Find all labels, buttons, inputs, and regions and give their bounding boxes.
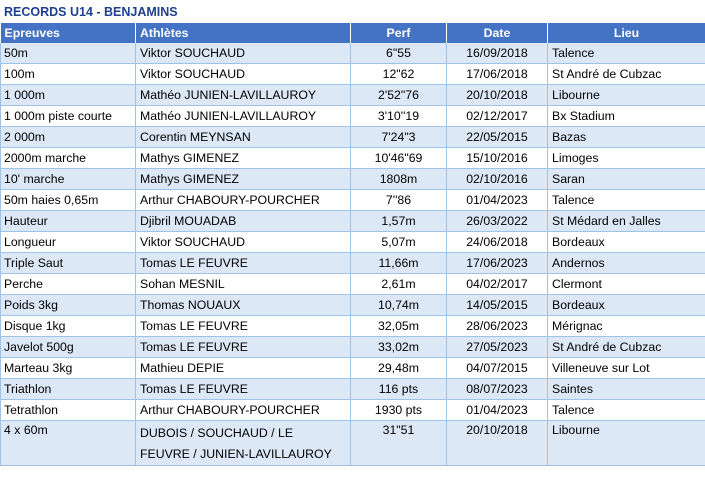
- cell-perf: 29,48m: [351, 358, 447, 379]
- header-athletes: Athlètes: [136, 23, 351, 43]
- cell-athlete: Viktor SOUCHAUD: [136, 43, 351, 64]
- table-row: [1, 85, 705, 106]
- cell-epreuve: 2000m marche: [1, 148, 136, 169]
- cell-date: 08/07/2023: [447, 379, 548, 400]
- cell-lieu: Talence: [548, 400, 705, 421]
- table-row: [1, 190, 705, 211]
- cell-lieu: Bazas: [548, 127, 705, 148]
- cell-date: 20/10/2018: [447, 85, 548, 106]
- cell-date: 01/04/2023: [447, 190, 548, 211]
- cell-epreuve: Marteau 3kg: [1, 358, 136, 379]
- cell-lieu: Libourne: [548, 85, 705, 106]
- cell-athlete: Mathieu DEPIE: [136, 358, 351, 379]
- table-row: [1, 43, 705, 64]
- cell-lieu: Bx Stadium: [548, 106, 705, 127]
- header-perf: Perf: [351, 23, 447, 43]
- cell-lieu: Libourne: [548, 421, 705, 466]
- cell-lieu: Saran: [548, 169, 705, 190]
- cell-athlete: Tomas LE FEUVRE: [136, 253, 351, 274]
- cell-athlete: Djibril MOUADAB: [136, 211, 351, 232]
- cell-perf: 3'10''19: [351, 106, 447, 127]
- cell-perf: 2,61m: [351, 274, 447, 295]
- table-row: [1, 64, 705, 85]
- cell-date: 01/04/2023: [447, 400, 548, 421]
- cell-lieu: Mérignac: [548, 316, 705, 337]
- cell-athlete: Mathéo JUNIEN-LAVILLAUROY: [136, 85, 351, 106]
- cell-lieu: Clermont: [548, 274, 705, 295]
- cell-epreuve: 10' marche: [1, 169, 136, 190]
- cell-athlete: Viktor SOUCHAUD: [136, 64, 351, 85]
- cell-lieu: Bordeaux: [548, 232, 705, 253]
- cell-athlete: Mathys GIMENEZ: [136, 148, 351, 169]
- cell-perf: 10'46"69: [351, 148, 447, 169]
- cell-epreuve: Triple Saut: [1, 253, 136, 274]
- cell-lieu: Andernos: [548, 253, 705, 274]
- table-row: [1, 148, 705, 169]
- cell-epreuve: Disque 1kg: [1, 316, 136, 337]
- cell-lieu: St André de Cubzac: [548, 64, 705, 85]
- table-row: [1, 274, 705, 295]
- cell-athlete: Mathys GIMENEZ: [136, 169, 351, 190]
- header-lieu: Lieu: [548, 23, 705, 43]
- cell-epreuve: 50m haies 0,65m: [1, 190, 136, 211]
- cell-epreuve: Tetrathlon: [1, 400, 136, 421]
- cell-epreuve: Hauteur: [1, 211, 136, 232]
- table-body: [1, 43, 705, 466]
- records-table: [0, 23, 705, 466]
- cell-date: 02/10/2016: [447, 169, 548, 190]
- table-row: [1, 316, 705, 337]
- cell-epreuve: Triathlon: [1, 379, 136, 400]
- cell-athlete: Corentin MEYNSAN: [136, 127, 351, 148]
- cell-lieu: Talence: [548, 190, 705, 211]
- cell-date: 14/05/2015: [447, 295, 548, 316]
- cell-lieu: St Médard en Jalles: [548, 211, 705, 232]
- cell-athlete: Tomas LE FEUVRE: [136, 379, 351, 400]
- cell-date: 16/09/2018: [447, 43, 548, 64]
- cell-perf: 1,57m: [351, 211, 447, 232]
- table-row: [1, 400, 705, 421]
- cell-athlete: Thomas NOUAUX: [136, 295, 351, 316]
- cell-lieu: Saintes: [548, 379, 705, 400]
- cell-perf: 1808m: [351, 169, 447, 190]
- cell-date: 24/06/2018: [447, 232, 548, 253]
- cell-epreuve: Poids 3kg: [1, 295, 136, 316]
- cell-lieu: St André de Cubzac: [548, 337, 705, 358]
- cell-date: 26/03/2022: [447, 211, 548, 232]
- cell-lieu: Limoges: [548, 148, 705, 169]
- cell-epreuve: Longueur: [1, 232, 136, 253]
- table-row: [1, 379, 705, 400]
- cell-athlete: Viktor SOUCHAUD: [136, 232, 351, 253]
- cell-perf: 2'52"76: [351, 85, 447, 106]
- cell-lieu: Bordeaux: [548, 295, 705, 316]
- table-row: [1, 421, 705, 466]
- cell-epreuve: 4 x 60m: [1, 421, 136, 466]
- cell-perf: 12"62: [351, 64, 447, 85]
- table-row: [1, 358, 705, 379]
- cell-date: 02/12/2017: [447, 106, 548, 127]
- cell-perf: 7'24"3: [351, 127, 447, 148]
- cell-athlete: Tomas LE FEUVRE: [136, 337, 351, 358]
- cell-athlete: Tomas LE FEUVRE: [136, 316, 351, 337]
- cell-date: 04/07/2015: [447, 358, 548, 379]
- table-header-row: [1, 23, 705, 43]
- table-row: [1, 169, 705, 190]
- cell-epreuve: Javelot 500g: [1, 337, 136, 358]
- cell-perf: 33,02m: [351, 337, 447, 358]
- cell-date: 17/06/2023: [447, 253, 548, 274]
- page-title: RECORDS U14 - BENJAMINS: [4, 5, 178, 19]
- cell-date: 22/05/2015: [447, 127, 548, 148]
- table-row: [1, 211, 705, 232]
- cell-perf: 31"51: [351, 421, 447, 466]
- table-row: [1, 253, 705, 274]
- cell-epreuve: 2 000m: [1, 127, 136, 148]
- header-epreuves: Epreuves: [1, 23, 136, 43]
- cell-athlete: Arthur CHABOURY-POURCHER: [136, 400, 351, 421]
- cell-perf: 5,07m: [351, 232, 447, 253]
- table-row: [1, 127, 705, 148]
- cell-perf: 116 pts: [351, 379, 447, 400]
- cell-perf: 32,05m: [351, 316, 447, 337]
- cell-lieu: Villeneuve sur Lot: [548, 358, 705, 379]
- table-row: [1, 232, 705, 253]
- cell-date: 15/10/2016: [447, 148, 548, 169]
- cell-perf: 11,66m: [351, 253, 447, 274]
- cell-epreuve: Perche: [1, 274, 136, 295]
- cell-perf: 10,74m: [351, 295, 447, 316]
- cell-date: 28/06/2023: [447, 316, 548, 337]
- cell-perf: 6"55: [351, 43, 447, 64]
- cell-epreuve: 50m: [1, 43, 136, 64]
- cell-epreuve: 1 000m: [1, 85, 136, 106]
- cell-perf: 7''86: [351, 190, 447, 211]
- table-row: [1, 295, 705, 316]
- cell-date: 04/02/2017: [447, 274, 548, 295]
- table-row: [1, 337, 705, 358]
- cell-epreuve: 1 000m piste courte: [1, 106, 136, 127]
- cell-athlete: DUBOIS / SOUCHAUD / LE FEUVRE / JUNIEN-LAVILLAUROY: [136, 421, 351, 466]
- table-row: [1, 106, 705, 127]
- cell-date: 17/06/2018: [447, 64, 548, 85]
- header-date: Date: [447, 23, 548, 43]
- cell-perf: 1930 pts: [351, 400, 447, 421]
- cell-athlete: Arthur CHABOURY-POURCHER: [136, 190, 351, 211]
- cell-date: 27/05/2023: [447, 337, 548, 358]
- cell-athlete: Mathéo JUNIEN-LAVILLAUROY: [136, 106, 351, 127]
- cell-lieu: Talence: [548, 43, 705, 64]
- cell-date: 20/10/2018: [447, 421, 548, 466]
- cell-epreuve: 100m: [1, 64, 136, 85]
- cell-athlete: Sohan MESNIL: [136, 274, 351, 295]
